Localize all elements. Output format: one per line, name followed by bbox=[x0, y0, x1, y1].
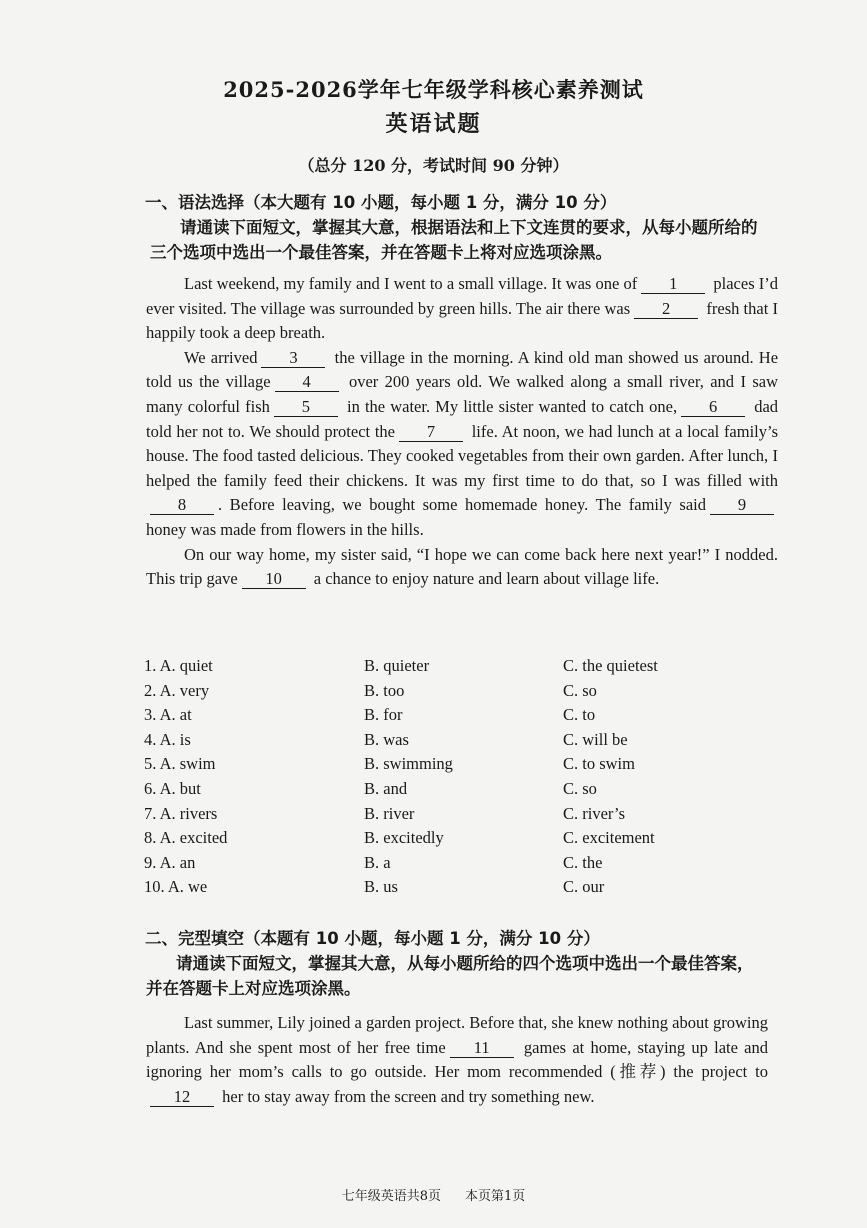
section2-instruction: 请通读下面短文，掌握其大意，从每小题所给的四个选项中选出一个最佳答案，并在答题卡上对应选项涂黑。 bbox=[146, 954, 754, 998]
blank-3: 3 bbox=[261, 349, 325, 368]
option-row bbox=[144, 828, 784, 853]
option-b: B. river bbox=[364, 803, 415, 823]
exam-subtitle: 英语试题 bbox=[385, 111, 482, 137]
section1-options bbox=[144, 656, 784, 902]
footer-total-pages: 七年级英语共8页 bbox=[341, 1189, 441, 1204]
option-a: 5. A. swim bbox=[144, 754, 216, 774]
blank-12: 12 bbox=[150, 1088, 214, 1107]
option-a: 6. A. but bbox=[144, 778, 201, 798]
option-b: B. and bbox=[364, 778, 408, 798]
option-c: C. so bbox=[563, 778, 597, 798]
option-b: B. for bbox=[364, 705, 403, 725]
option-c: C. our bbox=[563, 877, 605, 897]
section1-instruction: 请通读下面短文，掌握其大意，根据语法和上下文连贯的要求，从每小题所给的三个选项中选出一个最佳答案，并在答题卡上将对应选项涂黑。 bbox=[150, 218, 758, 262]
option-b: B. excitedly bbox=[364, 828, 444, 848]
option-c: C. so bbox=[563, 680, 597, 700]
blank-9: 9 bbox=[710, 496, 774, 515]
option-b: B. quieter bbox=[364, 656, 430, 675]
option-row bbox=[144, 779, 784, 804]
passage-paragraph: Last weekend, my family and I went to a small village. It was one of 1 places I’d ever visited. The village was surrounded by green hills. The air there was 2 fresh that I happily took a deep breath. bbox=[146, 274, 779, 343]
blank-5: 5 bbox=[274, 398, 338, 417]
passage-paragraph: On our way home, my sister said, “I hope we can come back here next year!” I nodded. This trip gave 10 a chance to enjoy nature and learn about village life. bbox=[146, 544, 778, 589]
option-b: B. too bbox=[364, 680, 405, 700]
blank-10: 10 bbox=[242, 570, 306, 589]
option-c: C. will be bbox=[563, 729, 628, 749]
section1-heading: 一、语法选择（本大题有 10 小题，每小题 1 分，满分 10 分） bbox=[145, 193, 617, 212]
option-row bbox=[144, 656, 784, 681]
section2-heading: 二、完型填空（本题有 10 小题，每小题 1 分，满分 10 分） bbox=[145, 929, 600, 948]
option-row bbox=[144, 705, 784, 730]
option-b: B. us bbox=[364, 877, 398, 897]
blank-11: 11 bbox=[450, 1039, 514, 1058]
option-c: C. the bbox=[563, 852, 603, 872]
passage-paragraph: We arrived 3 the village in the morning. A kind old man showed us around. He told us the village 4 over 200 years old. We walked along a small river, and I saw many colorful fish 5 in the water. My little sister wanted to catch one, 6 dad told her not to. We should protect the 7 life. At noon, we had lunch at a local family’s house. The food tasted delicious. They cooked vegetables from their own garden. After lunch, I helped the family feed their chickens. It was my first time to do that, so I was filled with8 . Before leaving, we bought some homemade honey. The family said 9 honey was made from flowers in the hills. bbox=[146, 347, 779, 539]
option-a: 2. A. very bbox=[144, 680, 210, 700]
section2-passage bbox=[146, 1011, 768, 1109]
option-a: 1. A. quiet bbox=[144, 656, 213, 675]
option-a: 9. A. an bbox=[144, 852, 196, 872]
option-row bbox=[144, 853, 784, 878]
option-c: C. to swim bbox=[563, 754, 635, 774]
option-b: B. was bbox=[364, 729, 409, 749]
option-row bbox=[144, 877, 784, 902]
exam-title: 2025-2026学年七年级学科核心素养测试 bbox=[223, 77, 644, 102]
option-row bbox=[144, 730, 784, 755]
option-c: C. river’s bbox=[563, 803, 626, 823]
section1-passage bbox=[146, 272, 778, 592]
passage-paragraph: Last summer, Lily joined a garden project. Before that, she knew nothing about growing plants. And she spent most of her free time 11 games at home, staying up late and ignoring her mom’s calls to go outside. Her mom recommended (推荐) the project to12 her to stay away from the screen and try something new. bbox=[146, 1013, 769, 1106]
page-footer bbox=[0, 1185, 867, 1204]
option-a: 4. A. is bbox=[144, 729, 191, 749]
option-b: B. swimming bbox=[364, 754, 453, 774]
option-b: B. a bbox=[364, 852, 391, 872]
option-row bbox=[144, 754, 784, 779]
option-c: C. excitement bbox=[563, 828, 655, 848]
footer-page-number: 本页第1页 bbox=[465, 1189, 526, 1204]
blank-7: 7 bbox=[399, 423, 463, 442]
option-row bbox=[144, 681, 784, 706]
blank-6: 6 bbox=[681, 398, 745, 417]
blank-4: 4 bbox=[275, 373, 339, 392]
option-c: C. the quietest bbox=[563, 656, 658, 675]
blank-8: 8 bbox=[150, 496, 214, 515]
option-c: C. to bbox=[563, 705, 596, 725]
blank-1: 1 bbox=[641, 275, 705, 294]
option-a: 7. A. rivers bbox=[144, 803, 218, 823]
score-note: （总分 120 分，考试时间 90 分钟） bbox=[298, 156, 569, 175]
option-a: 3. A. at bbox=[144, 705, 192, 725]
option-row bbox=[144, 804, 784, 829]
option-a: 8. A. excited bbox=[144, 828, 228, 848]
blank-2: 2 bbox=[634, 300, 698, 319]
option-a: 10. A. we bbox=[144, 877, 208, 897]
